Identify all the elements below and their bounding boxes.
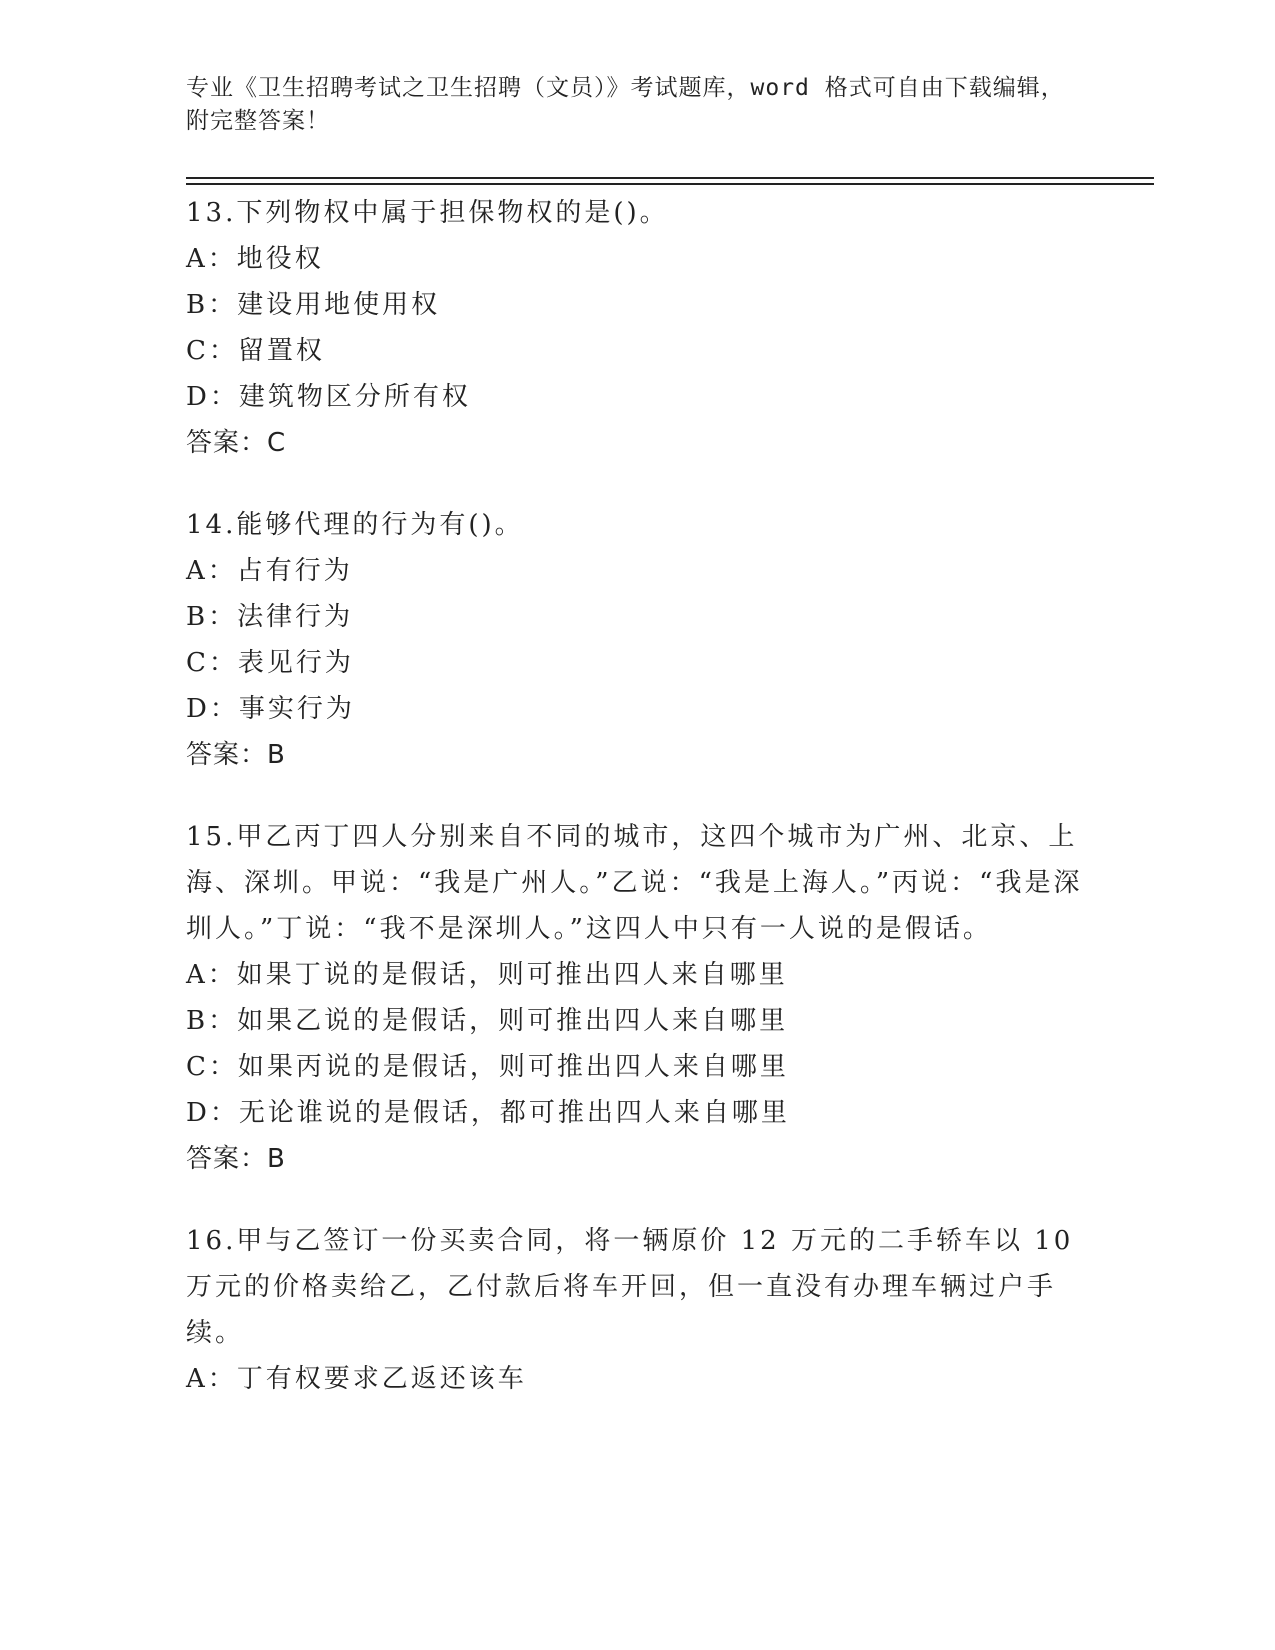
option-a: A：地役权 xyxy=(186,244,324,274)
question-16 xyxy=(186,1218,1086,1402)
option-b: B：建设用地使用权 xyxy=(186,290,441,320)
option-d: D：建筑物区分所有权 xyxy=(186,382,471,412)
question-stem: 16.甲与乙签订一份买卖合同，将一辆原价 12 万元的二手轿车以 10 万元的价格卖给乙，乙付款后将车开回，但一直没有办理车辆过户手续。 xyxy=(186,1226,1074,1348)
document-header: 专业《卫生招聘考试之卫生招聘（文员）》考试题库，word 格式可自由下载编辑，附完整答案！ xyxy=(186,75,1065,134)
question-stem: 14.能够代理的行为有()。 xyxy=(186,510,524,540)
option-d: D：无论谁说的是假话，都可推出四人来自哪里 xyxy=(186,1098,790,1128)
option-a: A：丁有权要求乙返还该车 xyxy=(186,1364,527,1394)
option-a: A：如果丁说的是假话，则可推出四人来自哪里 xyxy=(186,960,788,990)
question-14 xyxy=(186,502,1086,778)
question-13 xyxy=(186,190,1086,466)
question-15 xyxy=(186,814,1086,1182)
option-c: C：表见行为 xyxy=(186,648,354,678)
answer-line: 答案：B xyxy=(186,1144,286,1174)
option-b: B：如果乙说的是假话，则可推出四人来自哪里 xyxy=(186,1006,789,1036)
option-d: D：事实行为 xyxy=(186,694,355,724)
question-stem: 13.下列物权中属于担保物权的是()。 xyxy=(186,198,669,228)
answer-line: 答案：C xyxy=(186,428,287,458)
header-divider-top xyxy=(186,177,1154,179)
option-b: B：法律行为 xyxy=(186,602,354,632)
option-c: C：如果丙说的是假话，则可推出四人来自哪里 xyxy=(186,1052,789,1082)
header-divider-bottom xyxy=(186,183,1154,185)
question-stem: 15.甲乙丙丁四人分别来自不同的城市，这四个城市为广州、北京、上海、深圳。甲说：“我是广州人。”乙说：“我是上海人。”丙说：“我是深圳人。”丁说：“我不是深圳人。”这四人中只有一人说的是假话。 xyxy=(186,822,1083,944)
option-c: C：留置权 xyxy=(186,336,325,366)
question-list xyxy=(186,190,1086,1438)
answer-line: 答案：B xyxy=(186,740,286,770)
option-a: A：占有行为 xyxy=(186,556,353,586)
